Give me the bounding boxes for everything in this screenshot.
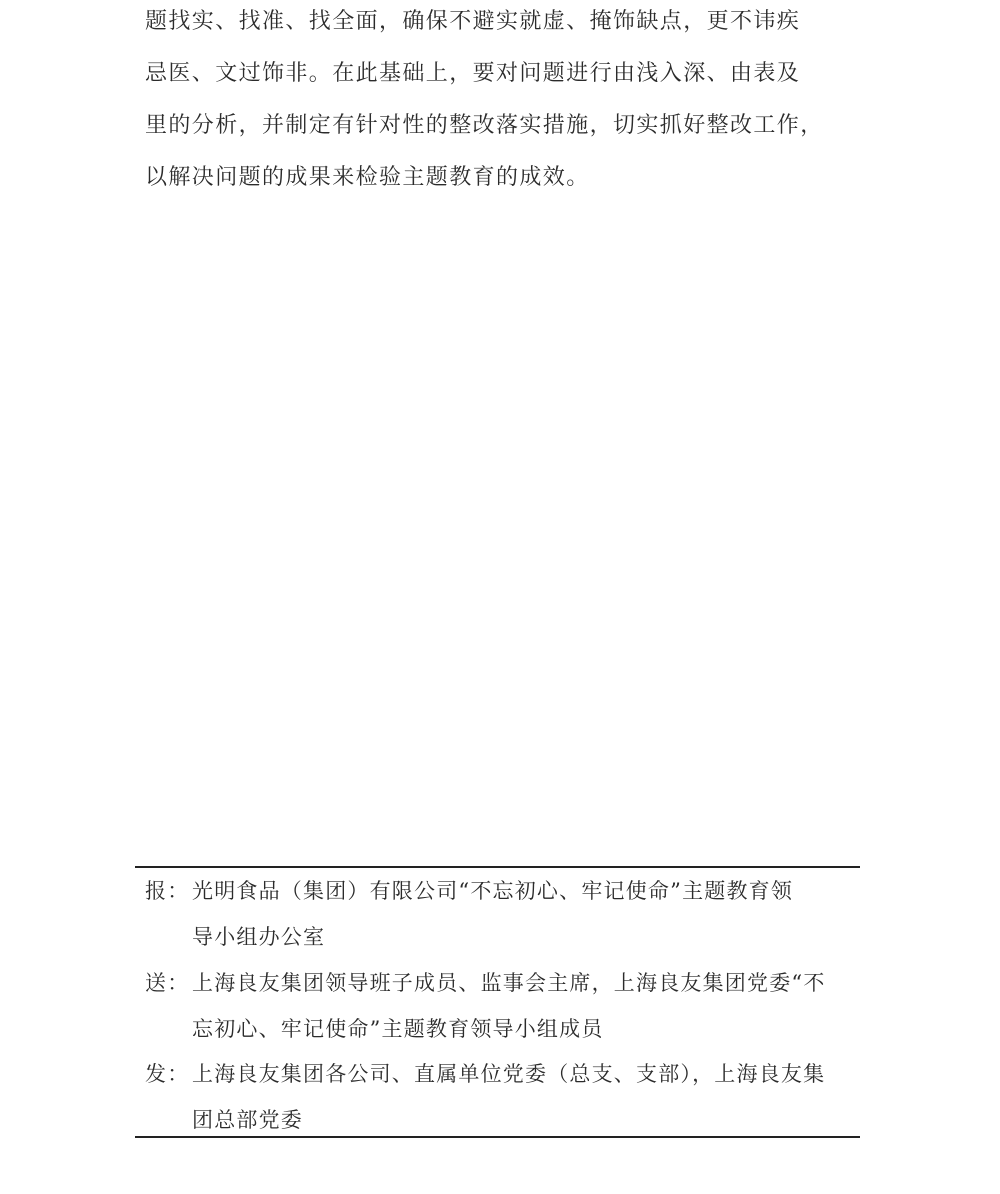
issue-to-line-1: 上海良友集团各公司、直属单位党委（总支、支部），上海良友集	[192, 1062, 826, 1086]
report-to-line-2: 导小组办公室	[192, 925, 326, 949]
distribution-block	[135, 866, 860, 1138]
body-paragraph	[145, 0, 860, 204]
issue-to-label: 发：	[145, 1062, 190, 1086]
report-to-label: 报：	[145, 879, 190, 903]
body-line-1: 题找实、找准、找全面，确保不避实就虚、掩饰缺点，更不讳疾	[145, 9, 801, 34]
report-to-line-1: 光明食品（集团）有限公司“不忘初心、牢记使命”主题教育领	[192, 879, 794, 903]
body-line-3: 里的分析，并制定有针对性的整改落实措施，切实抓好整改工作，	[145, 113, 824, 138]
send-to-label: 送：	[145, 971, 190, 995]
send-to-line-1: 上海良友集团领导班子成员、监事会主席，上海良友集团党委“不	[192, 971, 826, 995]
body-line-2: 忌医、文过饰非。在此基础上，要对问题进行由浅入深、由表及	[145, 61, 801, 86]
send-to-line-2: 忘初心、牢记使命”主题教育领导小组成员	[192, 1017, 604, 1041]
issue-to-line-2: 团总部党委	[192, 1108, 303, 1132]
body-line-4: 以解决问题的成果来检验主题教育的成效。	[145, 165, 590, 190]
